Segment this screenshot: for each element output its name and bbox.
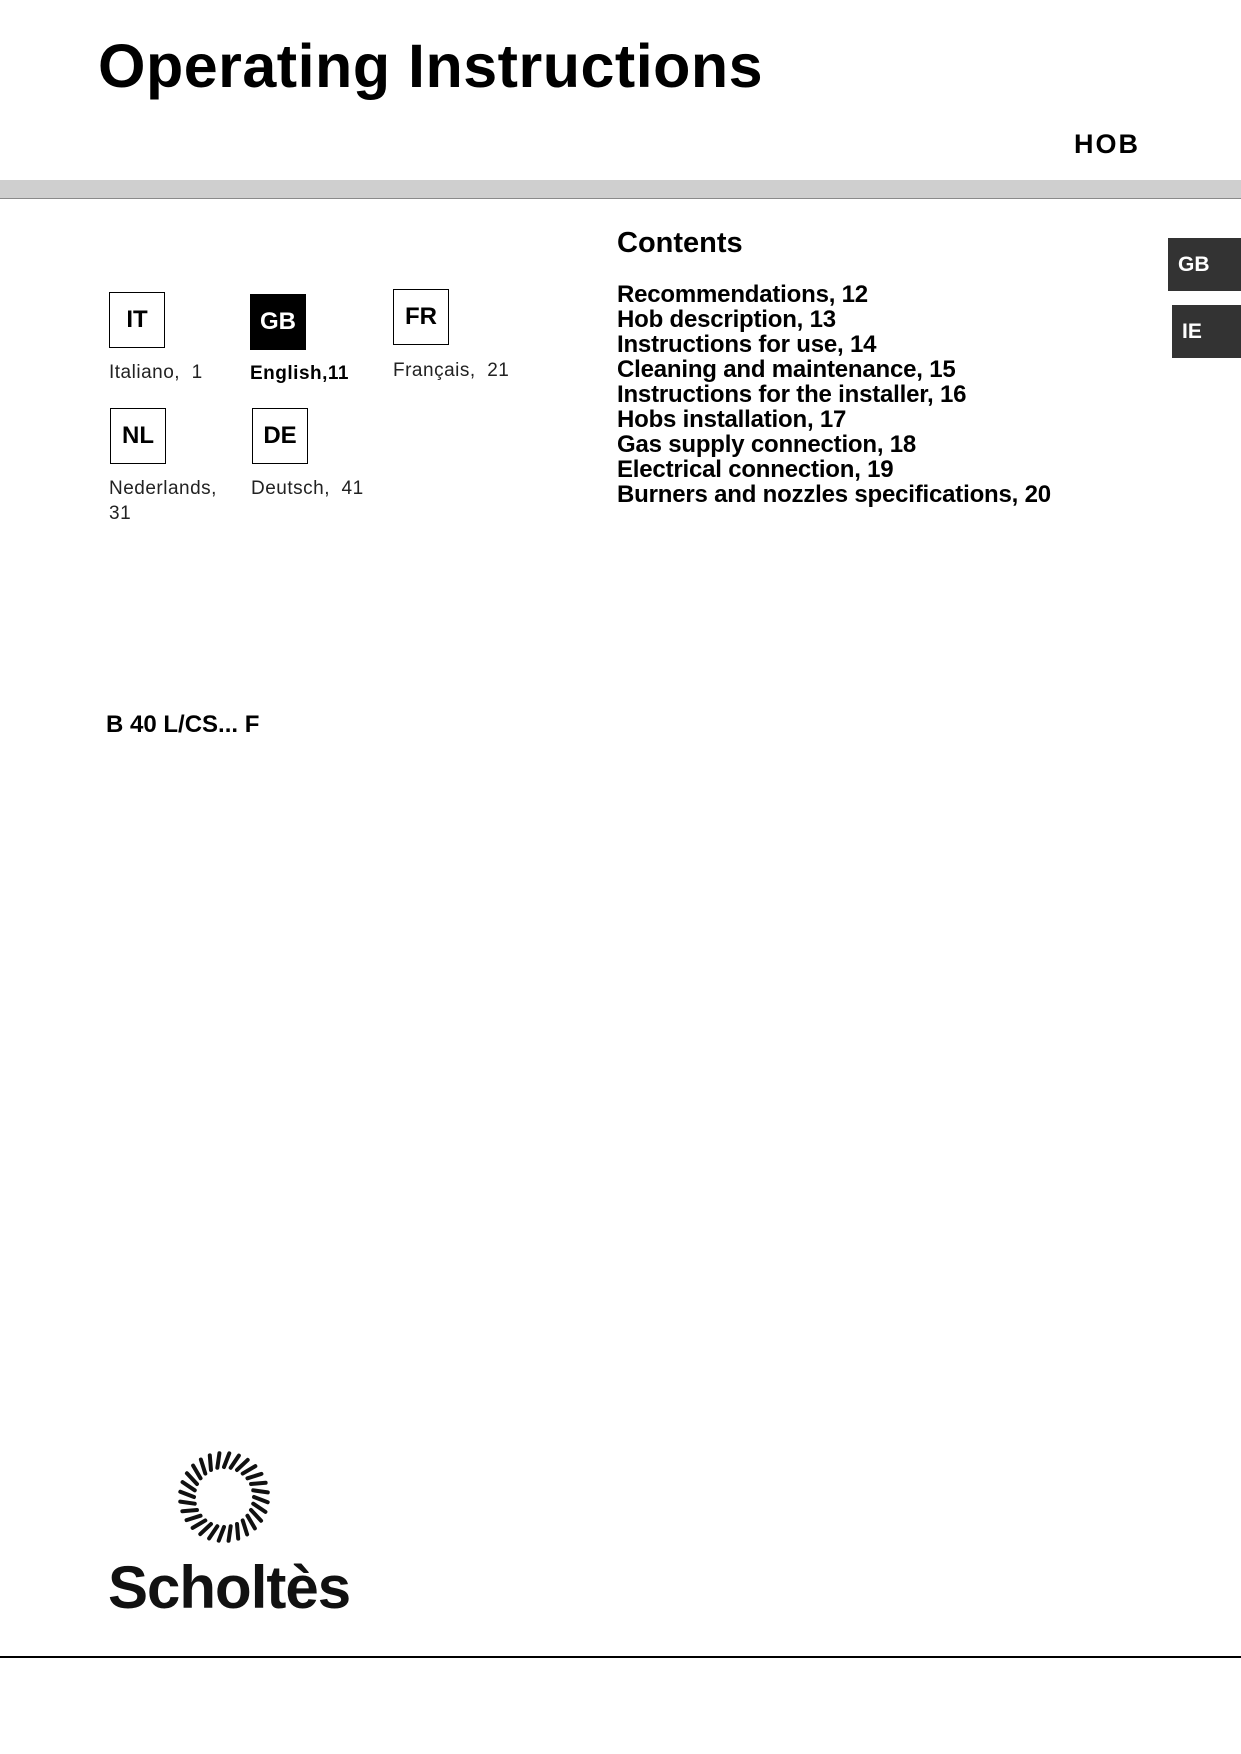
- sunburst-ray: [253, 1490, 268, 1492]
- sunburst-ray: [219, 1527, 224, 1541]
- model-number: B 40 L/CS... F: [106, 711, 260, 738]
- side-tab-gb[interactable]: GB: [1168, 238, 1241, 291]
- toc-item[interactable]: Electrical connection, 19: [617, 456, 894, 483]
- contents-heading: Contents: [617, 227, 743, 259]
- sunburst-ray: [187, 1473, 197, 1484]
- sunburst-ray: [251, 1510, 261, 1521]
- sunburst-ray: [187, 1516, 201, 1520]
- toc-item[interactable]: Hob description, 13: [617, 306, 836, 333]
- sunburst-ray: [251, 1483, 266, 1484]
- header-band-rule: [0, 198, 1241, 199]
- lang-label-fr[interactable]: Français, 21: [393, 360, 510, 381]
- lang-label-de[interactable]: Deutsch, 41: [251, 478, 364, 499]
- sunburst-ray: [254, 1497, 268, 1502]
- sunburst-ray: [237, 1460, 248, 1470]
- sunburst-ray: [180, 1492, 194, 1497]
- lang-box-de[interactable]: DE: [252, 408, 308, 464]
- side-tab-ie[interactable]: IE: [1172, 305, 1241, 358]
- lang-box-nl[interactable]: NL: [110, 408, 166, 464]
- toc-item[interactable]: Instructions for use, 14: [617, 331, 877, 358]
- sunburst-ray: [224, 1453, 229, 1467]
- sunburst-ray: [247, 1516, 254, 1529]
- toc-item[interactable]: Gas supply connection, 18: [617, 431, 917, 458]
- sunburst-ray: [182, 1510, 197, 1511]
- lang-label-it[interactable]: Italiano, 1: [109, 362, 203, 383]
- sunburst-ray: [180, 1502, 195, 1504]
- product-type-label: HOB: [1074, 129, 1140, 159]
- footer-rule: [0, 1656, 1241, 1658]
- sunburst-ray: [201, 1460, 205, 1474]
- sunburst-ray: [193, 1466, 200, 1479]
- toc-item[interactable]: Cleaning and maintenance, 15: [617, 356, 956, 383]
- toc-item[interactable]: Hobs installation, 17: [617, 406, 847, 433]
- lang-label-nl[interactable]: Nederlands, 31: [109, 478, 217, 524]
- page-title: Operating Instructions: [98, 32, 764, 100]
- toc-item[interactable]: Instructions for the installer, 16: [617, 381, 967, 408]
- sunburst-ray: [243, 1520, 247, 1534]
- sunburst-ray: [200, 1524, 211, 1534]
- table-of-contents: [617, 282, 1051, 507]
- lang-box-fr[interactable]: FR: [393, 289, 449, 345]
- sunburst-ray: [247, 1474, 261, 1478]
- sunburst-ray: [210, 1455, 211, 1470]
- sunburst-ray: [237, 1524, 238, 1539]
- sunburst-ray: [183, 1482, 195, 1490]
- lang-label-gb[interactable]: English,11: [250, 363, 349, 384]
- lang-box-gb[interactable]: GB: [250, 294, 306, 350]
- sunburst-ray: [253, 1504, 265, 1512]
- sunburst-ray: [217, 1453, 219, 1468]
- sunburst-ray: [231, 1456, 239, 1468]
- brand-name: Scholtès: [108, 1554, 351, 1621]
- sunburst-ray: [229, 1526, 231, 1541]
- toc-item[interactable]: Recommendations, 12: [617, 281, 868, 308]
- header-band: [0, 180, 1241, 198]
- sunburst-ray: [193, 1520, 206, 1527]
- sunburst-ray: [243, 1466, 256, 1473]
- lang-box-it[interactable]: IT: [109, 292, 165, 348]
- toc-item[interactable]: Burners and nozzles specifications, 20: [617, 481, 1051, 508]
- sunburst-ray: [209, 1526, 217, 1538]
